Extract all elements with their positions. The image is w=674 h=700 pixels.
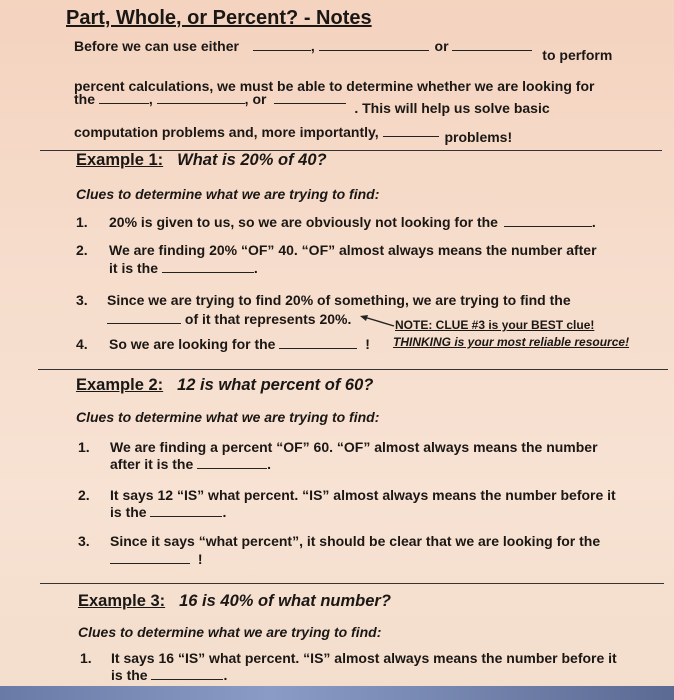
example-1-clue-2b: it is the .	[109, 260, 258, 276]
example-3-heading	[78, 592, 391, 611]
list-number: 2.	[76, 242, 88, 258]
example-3-label: Example 3:	[78, 592, 166, 610]
fill-blank[interactable]	[274, 102, 346, 104]
list-number: 2.	[78, 487, 90, 503]
example-2-clue-3-blank: !	[110, 551, 203, 567]
example-2-clue-2b: is the .	[110, 504, 227, 520]
fill-blank[interactable]	[150, 515, 222, 517]
example-2-label: Example 2:	[76, 376, 164, 394]
example-2-heading	[76, 376, 373, 395]
example-3-question: 16 is 40% of what number?	[179, 592, 391, 610]
fill-blank[interactable]	[107, 322, 181, 324]
fill-blank[interactable]	[197, 467, 267, 469]
fill-blank[interactable]	[279, 347, 357, 349]
page-title: Part, Whole, or Percent? - Notes	[66, 7, 372, 29]
fill-blank[interactable]	[253, 49, 311, 51]
intro-line-4: computation problems and, more importantly, problems!	[74, 124, 513, 145]
example-2-clue-1b: after it is the .	[110, 456, 272, 472]
example-1-question: What is 20% of 40?	[177, 151, 327, 169]
fill-blank[interactable]	[110, 562, 190, 564]
fill-blank[interactable]	[157, 102, 245, 104]
example-1-heading	[76, 151, 327, 170]
example-1-clue-3b: of it that represents 20%.	[107, 311, 351, 327]
fill-blank[interactable]	[383, 135, 439, 137]
example-2-clue-2a: It says 12 “IS” what percent. “IS” almost always means the number before it	[110, 487, 616, 503]
example-2-clues-heading: Clues to determine what we are trying to find:	[76, 409, 380, 425]
fill-blank[interactable]	[99, 102, 149, 104]
list-number: 1.	[80, 650, 92, 666]
example-1-clue-3a: Since we are trying to find 20% of something, we are trying to find the	[107, 292, 571, 308]
example-3-clue-1a: It says 16 “IS” what percent. “IS” almost always means the number before it	[111, 650, 617, 666]
example-3-clues-heading: Clues to determine what we are trying to find:	[78, 624, 382, 640]
example-1-clue-2a: We are finding 20% “OF” 40. “OF” almost always means the number after	[109, 242, 597, 258]
note-thinking: THINKING is your most reliable resource!	[393, 335, 630, 349]
example-1-clue-4: So we are looking for the !	[109, 336, 370, 352]
example-2-clue-3: Since it says “what percent”, it should be clear that we are looking for the	[110, 533, 601, 549]
intro-line-1: Before we can use either , or to perform	[74, 38, 613, 63]
arrow-icon	[358, 314, 396, 328]
example-2-question: 12 is what percent of 60?	[177, 376, 374, 394]
list-number: 4.	[76, 336, 88, 352]
list-number: 3.	[78, 533, 90, 549]
example-1-clues-heading: Clues to determine what we are trying to find:	[76, 186, 380, 202]
note-best-clue: NOTE: CLUE #3 is your BEST clue!	[395, 318, 595, 332]
divider	[40, 583, 664, 584]
intro-line-3: the , , or . This will help us solve basic	[74, 91, 550, 116]
example-3-clue-1b: is the .	[111, 667, 228, 683]
fill-blank[interactable]	[452, 49, 532, 51]
list-number: 3.	[76, 292, 88, 308]
list-number: 1.	[76, 214, 88, 230]
screen-bottom-edge	[0, 686, 674, 700]
fill-blank[interactable]	[151, 678, 223, 680]
divider	[38, 369, 668, 370]
intro-line-2: percent calculations, we must be able to determine whether we are looking for	[74, 78, 595, 94]
fill-blank[interactable]	[504, 225, 592, 227]
fill-blank[interactable]	[319, 49, 429, 51]
example-2-clue-1a: We are finding a percent “OF” 60. “OF” almost always means the number	[110, 439, 598, 455]
fill-blank[interactable]	[162, 271, 254, 273]
list-number: 1.	[78, 439, 90, 455]
example-1-label: Example 1:	[76, 151, 164, 169]
example-1-clue-1: 20% is given to us, so we are obviously not looking for the .	[109, 214, 596, 230]
